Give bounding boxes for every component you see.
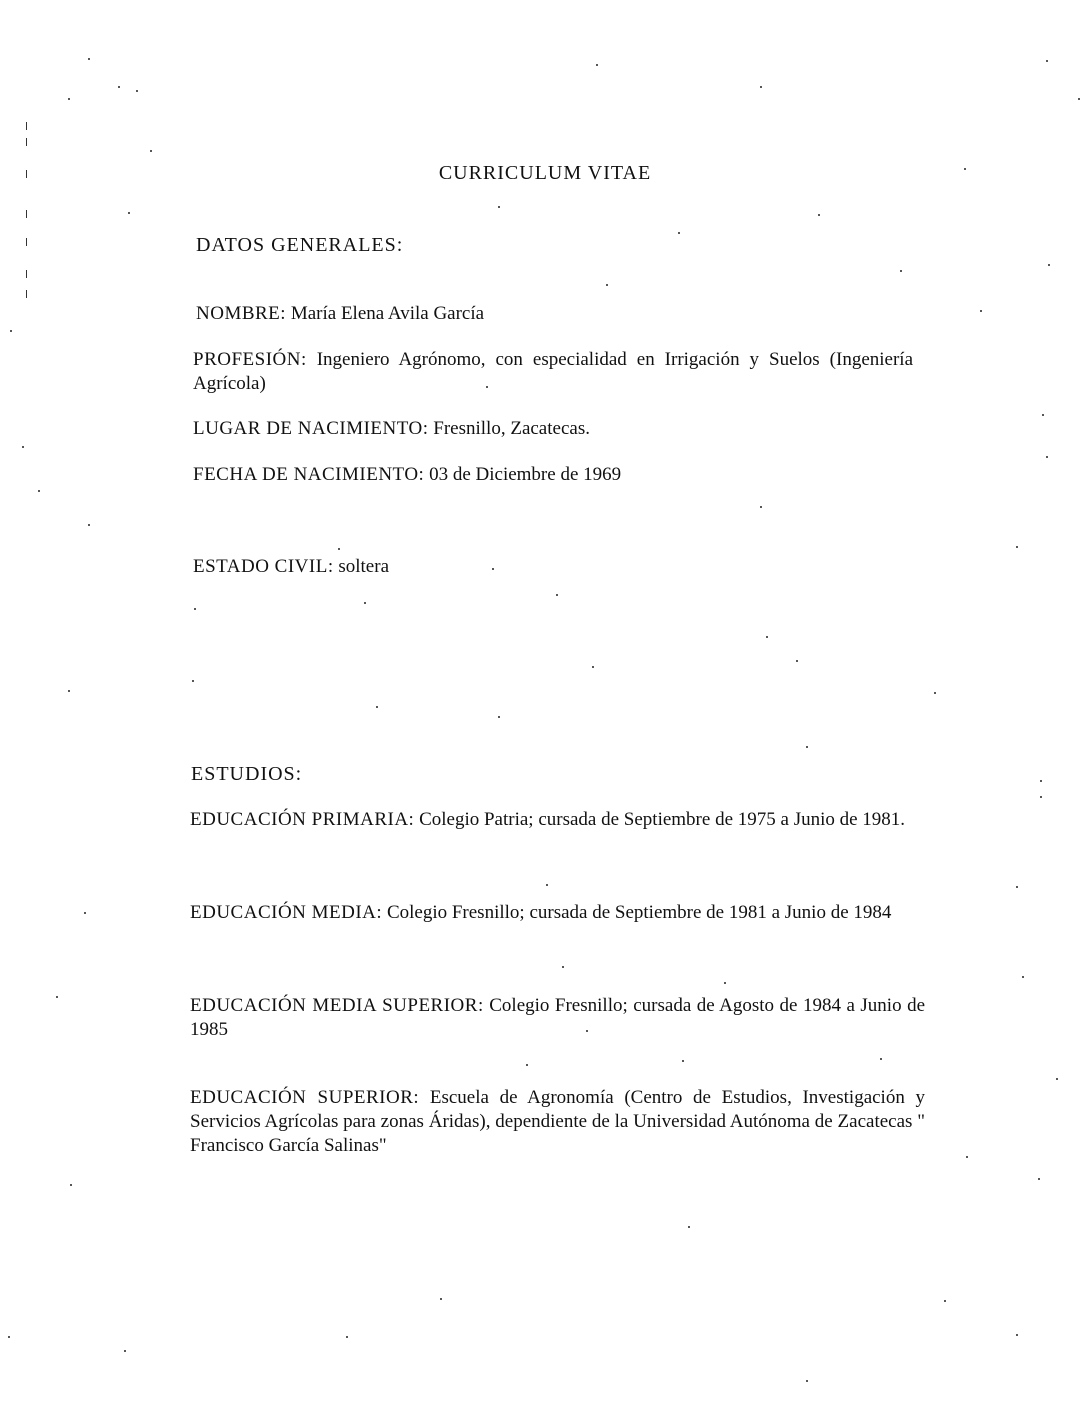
estado-civil-field bbox=[193, 555, 389, 579]
educacion-primaria-value: Colegio Patria; cursada de Septiembre de 1975 a Junio de 1981. bbox=[419, 809, 906, 830]
lugar-nacimiento-value: Fresnillo, Zacatecas. bbox=[433, 418, 590, 439]
lugar-nacimiento-label: LUGAR DE NACIMIENTO: bbox=[193, 418, 429, 439]
educacion-superior-value: Escuela de Agronomía (Centro de Estudios, Investigación y Servicios Agrícolas para zonas Áridas), dependiente de la Universidad Autónoma de Zacatecas " Francisco García Salinas" bbox=[190, 1087, 925, 1156]
datos-generales-heading: DATOS GENERALES: bbox=[196, 234, 404, 256]
fecha-nacimiento-label: FECHA DE NACIMIENTO: bbox=[193, 464, 425, 485]
nombre-value: María Elena Avila García bbox=[290, 303, 485, 324]
educacion-media-superior-label: EDUCACIÓN MEDIA SUPERIOR: bbox=[190, 995, 484, 1016]
document-title: CURRICULUM VITAE bbox=[438, 162, 652, 184]
educacion-primaria-label: EDUCACIÓN PRIMARIA: bbox=[190, 809, 415, 830]
educacion-media-superior-value: Colegio Fresnillo; cursada de Agosto de 1984 a Junio de 1985 bbox=[190, 995, 925, 1040]
fecha-nacimiento-field bbox=[193, 463, 621, 487]
educacion-media-label: EDUCACIÓN MEDIA: bbox=[190, 902, 383, 923]
nombre-label: NOMBRE: bbox=[196, 303, 287, 324]
educacion-media-superior-field bbox=[190, 994, 925, 1042]
profesion-value: Ingeniero Agrónomo, con especialidad en Irrigación y Suelos (Ingeniería Agrícola) bbox=[193, 349, 914, 394]
lugar-nacimiento-field bbox=[193, 417, 590, 441]
estudios-heading: ESTUDIOS: bbox=[191, 763, 303, 785]
fecha-nacimiento-value: 03 de Diciembre de 1969 bbox=[429, 464, 622, 485]
estado-civil-label: ESTADO CIVIL: bbox=[193, 556, 334, 577]
profesion-field bbox=[193, 348, 913, 396]
profesion-label: PROFESIÓN: bbox=[193, 349, 307, 370]
estado-civil-value: soltera bbox=[338, 556, 390, 577]
educacion-superior-field bbox=[190, 1086, 925, 1158]
educacion-media-field bbox=[190, 901, 925, 925]
educacion-media-value: Colegio Fresnillo; cursada de Septiembre de 1981 a Junio de 1984 bbox=[386, 902, 892, 923]
educacion-superior-label: EDUCACIÓN SUPERIOR: bbox=[190, 1087, 420, 1108]
nombre-field bbox=[196, 302, 484, 326]
educacion-primaria-field bbox=[190, 808, 925, 832]
